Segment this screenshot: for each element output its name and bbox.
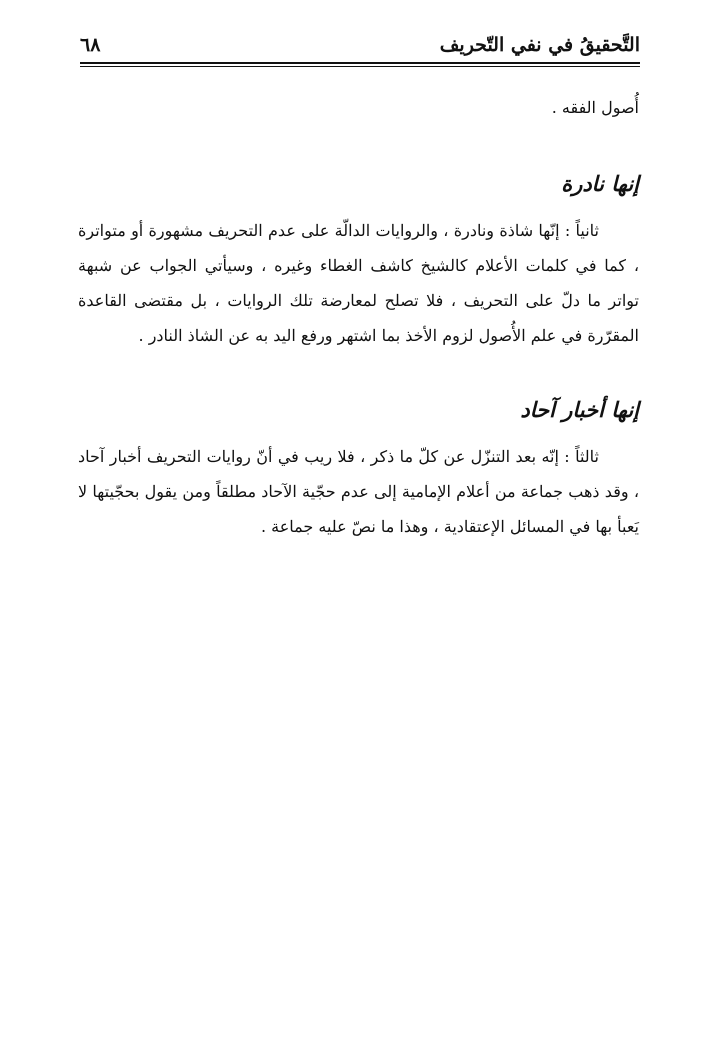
running-title: التَّحقيقُ في نفي التّحريف — [439, 34, 640, 56]
page-body — [78, 90, 639, 544]
section-paragraph-solitary-reports: ثالثاً : إنّه بعد التنزّل عن كلّ ما ذكر ، فلا ريب في أنّ روايات التحريف أخبار آحاد ، وقد ذهب جماعة من أعلام الإمامية إلى عدم حجّية الآحاد مطلقاً ومن يقول بحجّيتها لا يَعبأ بها في المسائل الإعتقادية ، وهذا ما نصّ عليه جماعة . — [78, 447, 640, 536]
page-header — [80, 32, 640, 62]
page-number: ٦٨ — [80, 34, 101, 56]
section-heading-rare: إنها نادرة — [561, 171, 639, 196]
header-divider — [80, 62, 640, 67]
intro-line: أُصول الفقه . — [551, 98, 639, 117]
section-paragraph-rare: ثانياً : إنّها شاذة ونادرة ، والروايات الدالّة على عدم التحريف مشهورة أو متواترة ، كما في كلمات الأعلام كالشيخ كاشف الغطاء وغيره ، وسيأتي الجواب عن شبهة تواتر ما دلّ على التحريف ، فلا تصلح لمعارضة تلك الروايات ، بل مقتضى القاعدة المقرّرة في علم الأُصول لزوم الأخذ بما اشتهر ورفع اليد به عن الشاذ النادر . — [78, 221, 639, 345]
section-heading-solitary-reports: إنها أخبار آحاد — [520, 397, 639, 422]
